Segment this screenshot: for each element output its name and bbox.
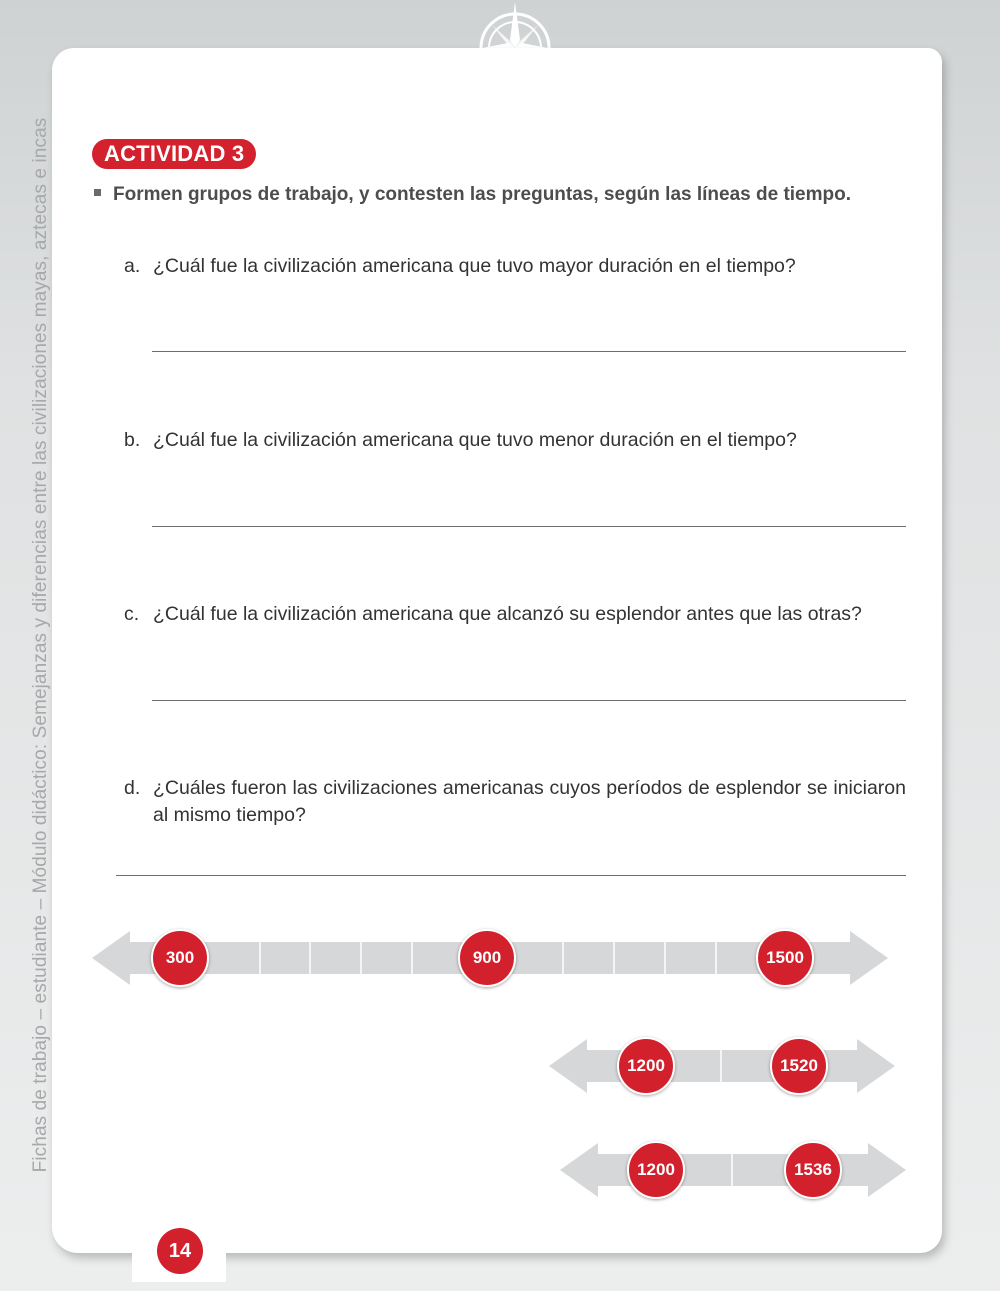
double-arrow	[549, 1036, 895, 1096]
timeline-marker: 1536	[784, 1141, 842, 1199]
timeline-2	[549, 1036, 895, 1096]
bullet-icon	[94, 189, 101, 196]
page-number: 14	[157, 1228, 203, 1274]
question-c	[124, 601, 906, 628]
answer-line-c[interactable]	[152, 700, 906, 701]
timeline-marker: 1520	[770, 1037, 828, 1095]
question-letter: b.	[124, 429, 141, 451]
instruction-text: Formen grupos de trabajo, y contesten las preguntas, según las líneas de tiempo.	[113, 184, 852, 205]
double-arrow	[560, 1140, 906, 1200]
question-text: ¿Cuál fue la civilización americana que tuvo menor duración en el tiempo?	[153, 429, 797, 451]
answer-line-a[interactable]	[152, 351, 906, 352]
timeline-marker: 300	[151, 929, 209, 987]
timeline-3	[560, 1140, 906, 1200]
question-text: ¿Cuál fue la civilización americana que alcanzó su esplendor antes que las otras?	[153, 603, 862, 625]
question-d	[124, 775, 906, 829]
question-letter: a.	[124, 255, 141, 277]
question-letter: c.	[124, 603, 140, 625]
question-letter: d.	[124, 777, 141, 799]
question-text: ¿Cuáles fueron las civilizaciones americanas cuyos períodos de esplendor se iniciaron al mismo tiempo?	[153, 777, 906, 826]
instruction	[94, 184, 914, 206]
activity-badge: ACTIVIDAD 3	[92, 139, 256, 169]
question-a	[124, 253, 906, 280]
answer-line-b[interactable]	[152, 526, 906, 527]
timeline-marker: 1500	[756, 929, 814, 987]
timeline-1	[92, 928, 888, 988]
timeline-marker: 1200	[617, 1037, 675, 1095]
question-b	[124, 427, 906, 454]
timeline-marker: 900	[458, 929, 516, 987]
side-title: Fichas de trabajo – estudiante – Módulo didáctico: Semejanzas y diferencias entre las civilizaciones mayas, aztecas e incas	[30, 117, 51, 1173]
answer-line-d[interactable]	[116, 875, 906, 876]
timeline-marker: 1200	[627, 1141, 685, 1199]
question-text: ¿Cuál fue la civilización americana que tuvo mayor duración en el tiempo?	[153, 255, 796, 277]
